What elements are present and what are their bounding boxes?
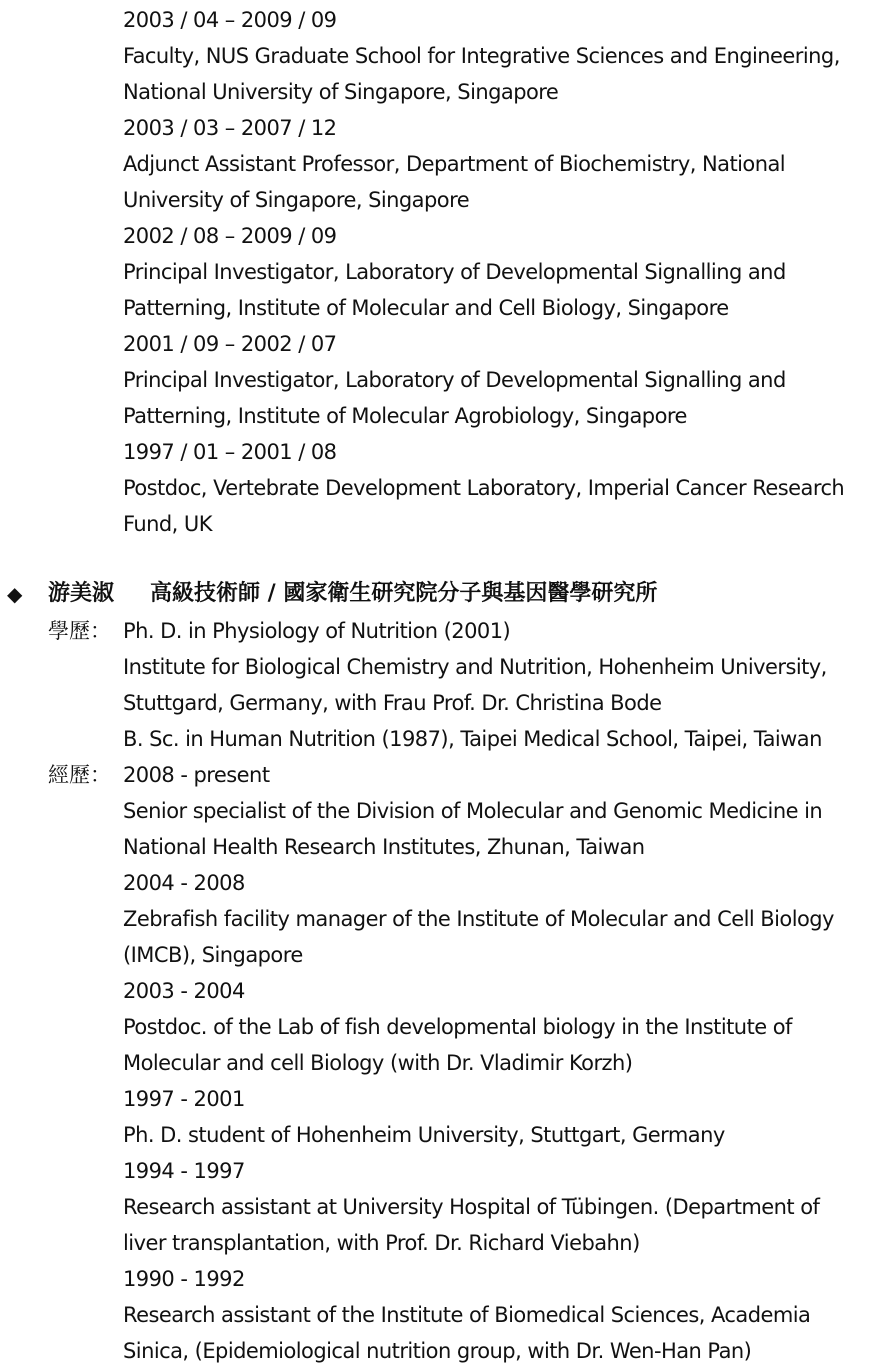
experience-description: Research assistant of the Institute of Biomedical Sciences, Academia [123, 1303, 811, 1327]
education-line: Stuttgard, Germany, with Frau Prof. Dr. Christina Bode [123, 691, 662, 715]
entry-date: 2003 / 04 – 2009 / 09 [123, 8, 337, 32]
entry-date: 2001 / 09 – 2002 / 07 [123, 332, 337, 356]
entry-date: 2002 / 08 – 2009 / 09 [123, 224, 337, 248]
experience-description: Ph. D. student of Hohenheim University, Stuttgart, Germany [123, 1123, 725, 1147]
experience-date: 1994 - 1997 [123, 1159, 245, 1183]
experience-description: Senior specialist of the Division of Molecular and Genomic Medicine in [123, 799, 823, 823]
entry-description: Principal Investigator, Laboratory of Developmental Signalling and [123, 260, 786, 284]
entry-date: 1997 / 01 – 2001 / 08 [123, 440, 337, 464]
experience-description: liver transplantation, with Prof. Dr. Richard Viebahn) [123, 1231, 640, 1255]
education-label: 學歷： [48, 619, 111, 643]
entry-description: Patterning, Institute of Molecular Agrobiology, Singapore [123, 404, 687, 428]
entry-description: National University of Singapore, Singapore [123, 80, 559, 104]
experience-description: Molecular and cell Biology (with Dr. Vladimir Korzh) [123, 1051, 633, 1075]
person-title: 高級技術師 / 國家衛生研究院分子與基因醫學研究所 [150, 581, 658, 606]
experience-description: Research assistant at University Hospital of Tübingen. (Department of [123, 1195, 820, 1219]
experience-date: 1997 - 2001 [123, 1087, 245, 1111]
entry-description: Principal Investigator, Laboratory of Developmental Signalling and [123, 368, 786, 392]
experience-date: 2004 - 2008 [123, 871, 245, 895]
experience-label: 經歷： [48, 763, 111, 787]
experience-description: (IMCB), Singapore [123, 943, 303, 967]
experience-description: Postdoc. of the Lab of fish developmental biology in the Institute of [123, 1015, 792, 1039]
experience-description: Sinica, (Epidemiological nutrition group, with Dr. Wen-Han Pan) [123, 1339, 752, 1363]
entry-description: Fund, UK [123, 512, 212, 536]
entry-description: Faculty, NUS Graduate School for Integrative Sciences and Engineering, [123, 44, 840, 68]
experience-date: 2008 - present [123, 763, 270, 787]
entry-description: Patterning, Institute of Molecular and Cell Biology, Singapore [123, 296, 729, 320]
experience-date: 2003 - 2004 [123, 979, 245, 1003]
experience-description: National Health Research Institutes, Zhunan, Taiwan [123, 835, 645, 859]
experience-description: Zebrafish facility manager of the Institute of Molecular and Cell Biology [123, 907, 834, 931]
entry-description: Postdoc, Vertebrate Development Laboratory, Imperial Cancer Research [123, 476, 845, 500]
education-line: B. Sc. in Human Nutrition (1987), Taipei Medical School, Taipei, Taiwan [123, 727, 822, 751]
person-name: 游美淑 [48, 581, 115, 606]
diamond-bullet-icon: ◆ [7, 582, 23, 606]
experience-date: 1990 - 1992 [123, 1267, 245, 1291]
entry-date: 2003 / 03 – 2007 / 12 [123, 116, 337, 140]
education-line: Ph. D. in Physiology of Nutrition (2001) [123, 619, 511, 643]
entry-description: University of Singapore, Singapore [123, 188, 470, 212]
education-line: Institute for Biological Chemistry and Nutrition, Hohenheim University, [123, 655, 827, 679]
entry-description: Adjunct Assistant Professor, Department of Biochemistry, National [123, 152, 786, 176]
